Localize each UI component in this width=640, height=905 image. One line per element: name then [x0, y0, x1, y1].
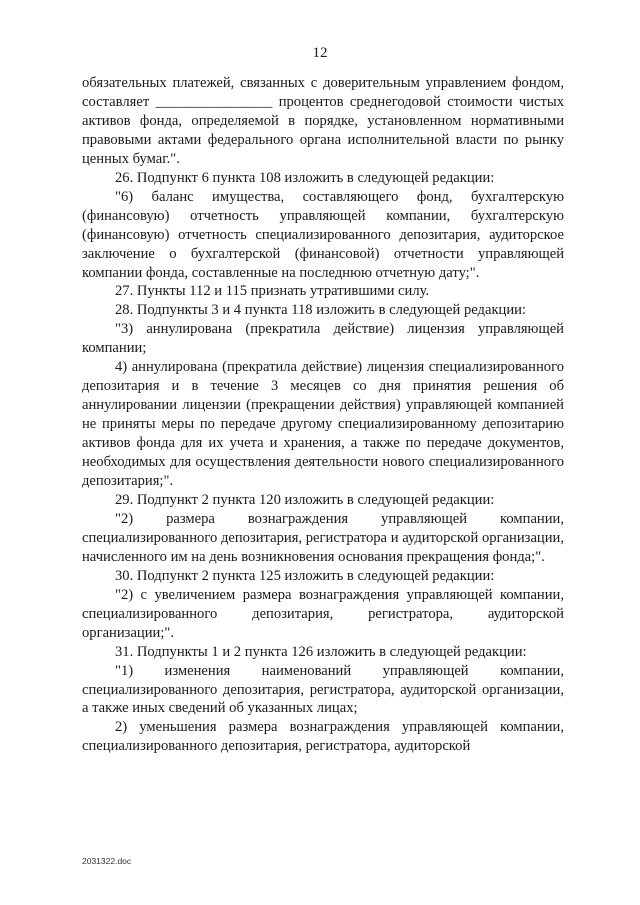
paragraph: 27. Пункты 112 и 115 признать утратившими силу. — [115, 283, 430, 300]
paragraph: "2) размера вознаграждения управляющей компании, специализированного депозитария, регистратора и аудиторской организации, начисленного им на день возникновения основания прекращения фонда;". — [82, 510, 564, 565]
page-number: 12 — [312, 45, 328, 61]
paragraph: "1) изменения наименований управляющей компании, специализированного депозитария, регистратора, аудиторской организации, а также иных сведений об указанных лицах; — [82, 662, 564, 717]
paragraph: 28. Подпункты 3 и 4 пункта 118 изложить в следующей редакции: — [115, 302, 527, 319]
paragraph: 4) аннулирована (прекратила действие) лицензия специализированного депозитария и в течение 3 месяцев со дня принятия решения об аннулировании лицензии (прекращении действия) управляющей компанией не приняты меры по передаче другому специализированному депозитарию активов фонда для их учета и хранения, а также по передаче документов, необходимых для осуществления деятельности нового специализированного депозитария;". — [82, 359, 564, 490]
paragraph: 31. Подпункты 1 и 2 пункта 126 изложить в следующей редакции: — [115, 643, 527, 660]
paragraph: 2) уменьшения размера вознаграждения управляющей компании, специализированного депозитария, регистратора, аудиторской — [82, 719, 564, 755]
document-body — [82, 74, 564, 756]
paragraph: 26. Подпункт 6 пункта 108 изложить в следующей редакции: — [115, 169, 495, 186]
footer-filename: 2031322.doc — [82, 856, 132, 866]
paragraph: обязательных платежей, связанных с доверительным управлением фондом, составляет ________________ процентов среднегодовой стоимости чистых активов фонда, определяемой в порядке, установленном нормативными правовыми актами федерального органа исполнительной власти по рынку ценных бумаг.". — [82, 75, 564, 167]
paragraph: 30. Подпункт 2 пункта 125 изложить в следующей редакции: — [115, 567, 495, 584]
paragraph: "3) аннулирована (прекратила действие) лицензия управляющей компании; — [82, 321, 564, 357]
paragraph: 29. Подпункт 2 пункта 120 изложить в следующей редакции: — [115, 491, 495, 508]
paragraph: "6) баланс имущества, составляющего фонд, бухгалтерскую (финансовую) отчетность управляющей компании, бухгалтерскую (финансовую) отчетность специализированного депозитария, аудиторское заключение о бухгалтерской (финансовой) отчетности управляющей компании фонда, составленные на последнюю отчетную дату;". — [82, 188, 564, 281]
paragraph: "2) с увеличением размера вознаграждения управляющей компании, специализированного депозитария, регистратора, аудиторской организации;". — [82, 586, 564, 641]
